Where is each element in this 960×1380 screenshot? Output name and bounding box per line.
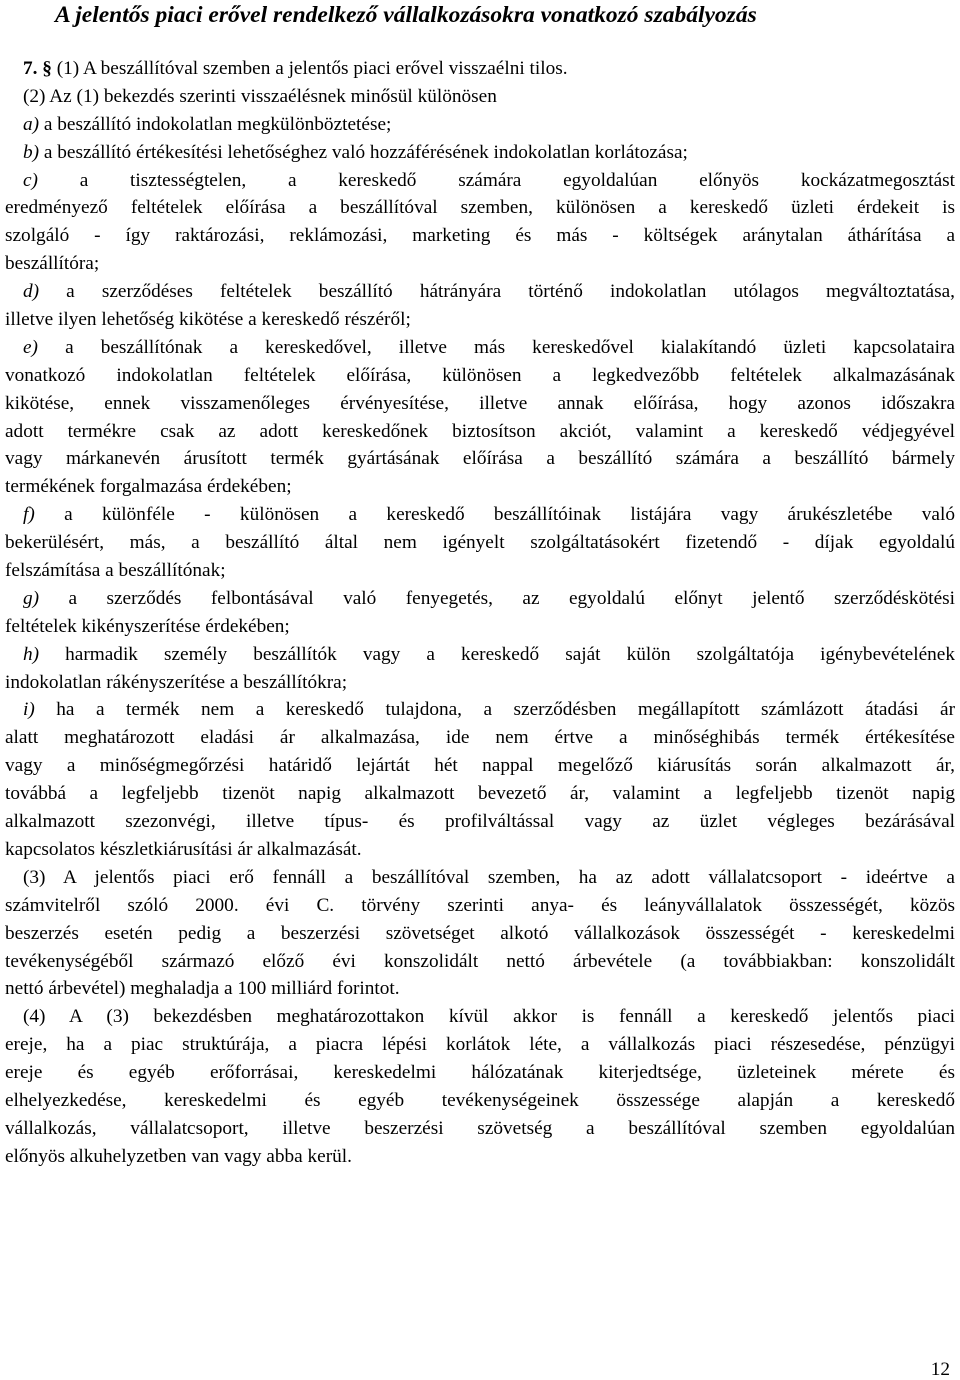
line-text: nettó árbevétel) meghaladja a 100 milliárd forintot. (5, 978, 400, 1000)
text-line (5, 557, 955, 585)
line-text: feltételek kikényszerítése érdekében; (5, 615, 290, 637)
line-text: (1) A beszállítóval szemben a jelentős piaci erővel visszaélni tilos. (51, 58, 568, 79)
line-text: a szerződés felbontásával való fenyegetés, az egyoldalú előnyt jelentő szerződéskötési (39, 587, 955, 609)
text-line (5, 1115, 955, 1143)
text-line (5, 696, 955, 724)
item-marker: e) (23, 336, 38, 358)
item-marker: b) (23, 141, 40, 163)
line-text: (4) A (3) bekezdésben meghatározottakon kívül akkor is fennáll a kereskedő jelentős piaci (23, 1006, 955, 1028)
text-line (5, 780, 955, 808)
line-text: számvitelről szóló 2000. évi C. törvény szerinti anya- és leányvállalatok összességét, közös (5, 894, 955, 916)
text-line (5, 362, 955, 390)
text-line (5, 473, 955, 501)
document-title: A jelentős piaci erővel rendelkező vállalkozásokra vonatkozó szabályozás (55, 2, 757, 28)
page-number: 12 (930, 1359, 950, 1380)
line-text: a szerződéses feltételek beszállító hátrányára történő indokolatlan utólagos megváltoztatása, (39, 281, 955, 303)
line-text: eredményező feltételek előírása a beszállítóval szemben, különösen a kereskedő üzleti érdekeit is (5, 197, 955, 219)
item-marker: g) (23, 587, 40, 609)
text-line (5, 808, 955, 836)
text-line (5, 334, 955, 362)
body-text (5, 55, 955, 1171)
item-marker: h) (23, 643, 40, 665)
line-text: ereje és egyéb erőforrásai, kereskedelmi hálózatának kiterjedtsége, üzleteinek mérete és (5, 1062, 955, 1084)
text-line (5, 83, 955, 111)
text-line (5, 194, 955, 222)
item-marker: a) (23, 113, 40, 135)
text-line (5, 529, 955, 557)
text-line (5, 836, 955, 864)
text-line (5, 222, 955, 250)
text-line (5, 948, 955, 976)
line-text: vagy a minőségmegőrzési határidő lejártát hét nappal megelőző kiárusítás során alkalmazott ár, (5, 755, 955, 777)
line-text: beszállítóra; (5, 253, 100, 275)
line-text: indokolatlan rákényszerítése a beszállítókra; (5, 671, 348, 693)
item-marker: i) (23, 699, 35, 721)
line-text: termékének forgalmazása érdekében; (5, 476, 292, 498)
line-text: harmadik személy beszállítók vagy a kereskedő saját külön szolgáltatója igénybevételének (39, 643, 955, 665)
line-text: adott termékre csak az adott kereskedőnek biztosítson akciót, valamint a kereskedő védjegyével (5, 420, 955, 442)
line-text: (2) Az (1) bekezdés szerinti visszaélésnek minősül különösen (23, 85, 497, 107)
text-line (5, 250, 955, 278)
text-line (5, 390, 955, 418)
line-text: előnyös alkuhelyzetben van vagy abba kerül. (5, 1145, 352, 1167)
text-line (5, 975, 955, 1003)
text-line (5, 1059, 955, 1087)
line-text: alatt meghatározott eladási ár alkalmazása, ide nem értve a minőséghibás termék értékesítése (5, 727, 955, 749)
text-line (5, 585, 955, 613)
text-line (5, 445, 955, 473)
line-text: beszerzés esetén pedig a beszerzési szövetséget alkotó vállalkozások összességét - kereskedelmi (5, 922, 955, 944)
line-text: a beszállító indokolatlan megkülönböztetése; (39, 113, 392, 135)
line-text: illetve ilyen lehetőség kikötése a kereskedő részéről; (5, 309, 411, 331)
line-text: vállalkozás, vállalatcsoport, illetve beszerzési szövetség a beszállítóval szemben egyoldalúan (5, 1117, 955, 1139)
text-line (5, 501, 955, 529)
line-text: szolgáló - így raktározási, reklámozási, marketing és más - költségek aránytalan áthárítása a (5, 225, 955, 247)
text-line (5, 418, 955, 446)
text-line (5, 111, 955, 139)
text-line (5, 613, 955, 641)
line-text: a beszállító értékesítési lehetőséghez való hozzáférésének indokolatlan korlátozása; (39, 141, 688, 163)
text-line (5, 1087, 955, 1115)
text-line (5, 1143, 955, 1171)
text-line (5, 724, 955, 752)
text-line (5, 892, 955, 920)
line-text: felszámítása a beszállítónak; (5, 560, 226, 582)
text-line (5, 139, 955, 167)
line-text: kapcsolatos készletkiárusítási ár alkalmazását. (5, 838, 362, 860)
line-text: elhelyezkedése, kereskedelmi és egyéb tevékenységeinek összessége alapján a kereskedő (5, 1089, 955, 1111)
line-text: ereje, ha a piac struktúrája, a piacra lépési korlátok léte, a vállalkozás piaci részesedése, pénzügyi (5, 1034, 955, 1056)
line-text: ha a termék nem a kereskedő tulajdona, a szerződésben megállapított számlázott átadási ár (34, 699, 955, 721)
text-line (5, 669, 955, 697)
line-text: alkalmazott szezonvégi, illetve típus- és profilváltással vagy az üzlet végleges bezárásával (5, 811, 955, 833)
text-line (5, 1003, 955, 1031)
line-text: bekerülésért, más, a beszállító által nem igényelt szolgáltatásokért fizetendő - díjak egyoldalú (5, 532, 955, 554)
section-marker: 7. § (23, 58, 52, 79)
text-line (5, 278, 955, 306)
text-line (5, 752, 955, 780)
item-marker: f) (23, 504, 35, 526)
line-text: (3) A jelentős piaci erő fennáll a beszállítóval szemben, ha az adott vállalatcsoport - ideértve a (23, 866, 955, 888)
line-text: kikötése, ennek visszamenőleges érvényesítése, illetve annak előírása, hogy azonos időszakra (5, 392, 955, 414)
text-line (5, 167, 955, 195)
text-line (5, 920, 955, 948)
item-marker: c) (23, 169, 38, 191)
text-line (5, 55, 955, 83)
line-text: tevékenységéből származó előző évi konszolidált nettó árbevétele (a továbbiakban: konszolidált (5, 950, 955, 972)
line-text: vonatkozó indokolatlan feltételek előírása, különösen a legkedvezőbb feltételek alkalmazásának (5, 364, 955, 386)
text-line (5, 641, 955, 669)
text-line (5, 306, 955, 334)
item-marker: d) (23, 281, 40, 303)
line-text: a különféle - különösen a kereskedő beszállítóinak listájára vagy árukészletébe való (34, 504, 955, 526)
line-text: a beszállítónak a kereskedővel, illetve más kereskedővel kialakítandó üzleti kapcsolataira (37, 336, 955, 358)
line-text: vagy márkanevén árusított termék gyártásának előírása a beszállító számára a beszállító bármely (5, 448, 955, 470)
line-text: továbbá a legfeljebb tizenöt napig alkalmazott bevezető ár, valamint a legfeljebb tizenöt napig (5, 783, 955, 805)
text-line (5, 1031, 955, 1059)
line-text: a tisztességtelen, a kereskedő számára egyoldalúan előnyös kockázatmegosztást (37, 169, 955, 191)
text-line (5, 864, 955, 892)
